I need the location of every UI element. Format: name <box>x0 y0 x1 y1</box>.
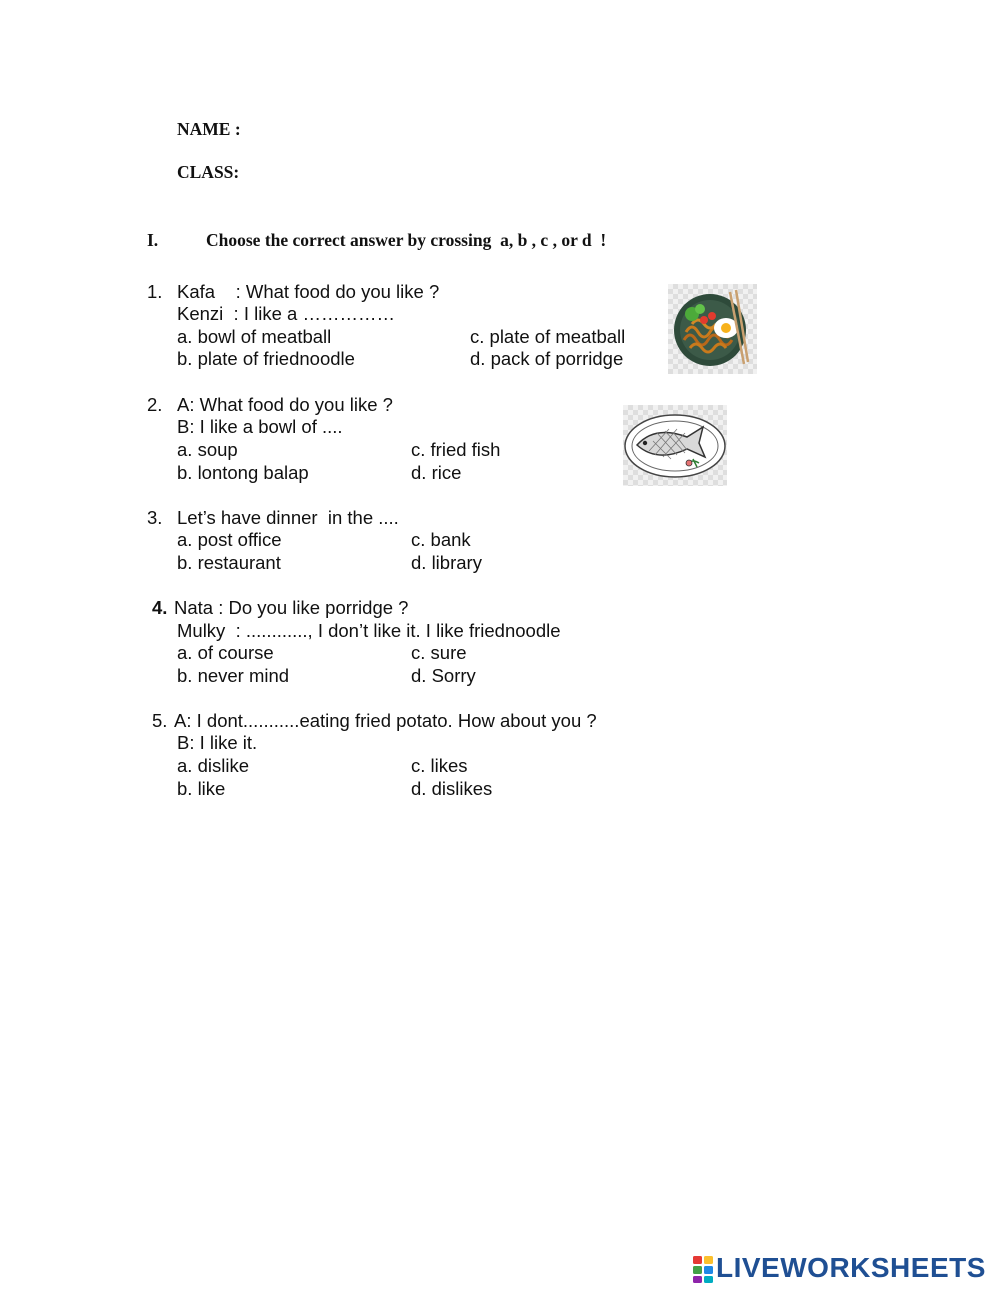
option-c[interactable]: c. bank <box>411 529 471 550</box>
question-line: Kenzi : I like a …………… <box>177 303 395 324</box>
option-b[interactable]: b. like <box>177 778 226 799</box>
option-a[interactable]: a. dislike <box>177 755 249 776</box>
option-b[interactable]: b. never mind <box>177 665 290 686</box>
question-line: A: What food do you like ? <box>177 394 393 415</box>
option-d[interactable]: d. dislikes <box>411 778 493 799</box>
liveworksheets-brand: LIVEWORKSHEETS <box>716 1252 986 1283</box>
fish-plate-icon <box>623 405 727 486</box>
option-b[interactable]: b. lontong balap <box>177 462 309 483</box>
option-d[interactable]: d. Sorry <box>411 665 476 686</box>
question-number: 2. <box>147 394 163 415</box>
option-d[interactable]: d. rice <box>411 462 462 483</box>
class-label: CLASS: <box>177 162 240 182</box>
name-label: NAME : <box>177 119 241 139</box>
option-b[interactable]: b. restaurant <box>177 552 281 573</box>
option-c[interactable]: c. sure <box>411 642 467 663</box>
option-d[interactable]: d. pack of porridge <box>470 348 624 369</box>
question-line: Let’s have dinner in the .... <box>177 507 399 528</box>
question-line: A: I dont...........eating fried potato. How about you ? <box>174 710 597 731</box>
noodle-plate-icon <box>668 284 757 374</box>
question-line: Kafa : What food do you like ? <box>177 281 440 302</box>
option-a[interactable]: a. bowl of meatball <box>177 326 332 347</box>
question-number: 4. <box>152 597 168 618</box>
question-number: 3. <box>147 507 163 528</box>
question-line: B: I like it. <box>177 732 258 753</box>
question-line: Mulky : ............, I don’t like it. I like friednoodle <box>177 620 561 641</box>
question-line: B: I like a bowl of .... <box>177 416 343 437</box>
option-b[interactable]: b. plate of friednoodle <box>177 348 355 369</box>
liveworksheets-logo-icon <box>692 1254 714 1284</box>
question-number: 1. <box>147 281 163 302</box>
question-line: Nata : Do you like porridge ? <box>174 597 409 618</box>
option-a[interactable]: a. soup <box>177 439 238 460</box>
question-number: 5. <box>152 710 168 731</box>
option-c[interactable]: c. likes <box>411 755 468 776</box>
option-c[interactable]: c. plate of meatball <box>470 326 626 347</box>
section-instruction: Choose the correct answer by crossing a, b , c , or d ! <box>206 230 607 250</box>
fish-plate-picture <box>623 405 727 486</box>
section-number: I. <box>147 230 159 250</box>
friednoodle-plate-picture <box>668 284 757 374</box>
option-a[interactable]: a. post office <box>177 529 282 550</box>
option-d[interactable]: d. library <box>411 552 482 573</box>
option-c[interactable]: c. fried fish <box>411 439 501 460</box>
option-a[interactable]: a. of course <box>177 642 274 663</box>
